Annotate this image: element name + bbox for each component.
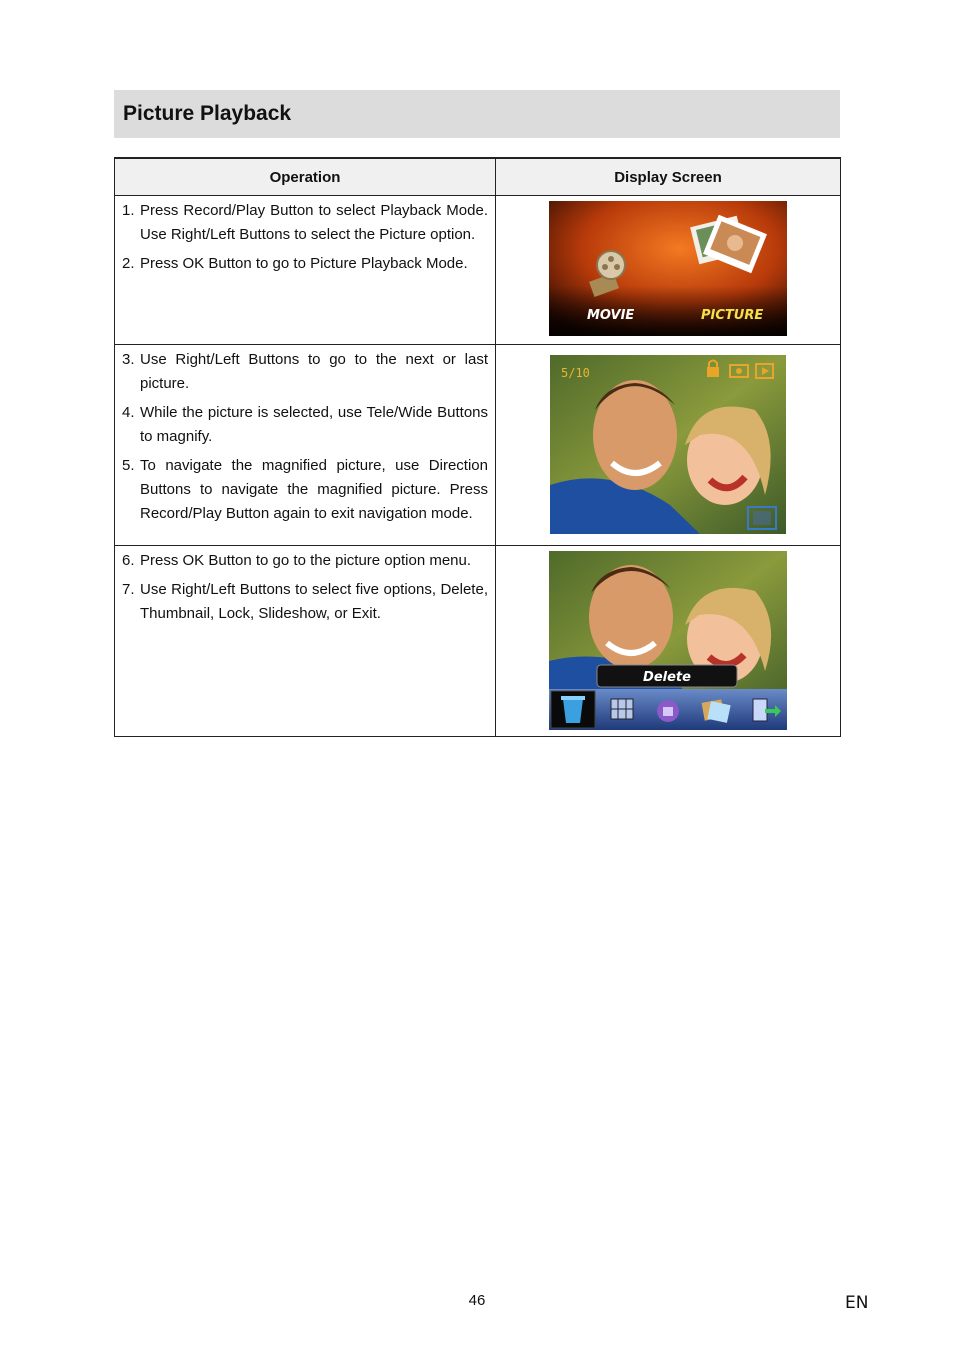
thumbnail-icon bbox=[611, 699, 633, 719]
table-row bbox=[115, 546, 841, 737]
menu-option-label: Delete bbox=[643, 670, 691, 685]
step-item: 4. While the picture is selected, use Tele/Wide Buttons to magnify. bbox=[122, 404, 488, 445]
picture-view-screen bbox=[550, 355, 786, 534]
operation-cell bbox=[115, 196, 496, 345]
step-item: 6. Press OK Button to go to the picture option menu. bbox=[122, 552, 472, 569]
section-header bbox=[114, 90, 840, 138]
operation-cell bbox=[115, 345, 496, 546]
trash-icon bbox=[551, 691, 595, 728]
step-item: 3. Use Right/Left Buttons to go to the next or last picture. bbox=[122, 351, 488, 392]
lock-icon bbox=[657, 700, 679, 722]
movie-label: MOVIE bbox=[587, 308, 635, 323]
language-code: EN bbox=[845, 1293, 869, 1313]
operation-cell bbox=[115, 546, 496, 737]
header-operation: Operation bbox=[115, 158, 496, 196]
operation-table bbox=[114, 157, 841, 737]
playback-mode-screen bbox=[549, 201, 787, 336]
table-row bbox=[115, 196, 841, 345]
picture-option-menu-screen bbox=[549, 551, 787, 730]
table-row bbox=[115, 345, 841, 546]
display-cell bbox=[496, 345, 841, 546]
step-item: 2. Press OK Button to go to Picture Playback Mode. bbox=[122, 255, 468, 272]
page-number: 46 bbox=[468, 1292, 486, 1309]
step-item: 1. Press Record/Play Button to select Playback Mode. Use Right/Left Buttons to select the Picture option. bbox=[122, 202, 488, 243]
display-cell bbox=[496, 546, 841, 737]
display-cell bbox=[496, 196, 841, 345]
header-display-screen: Display Screen bbox=[496, 158, 841, 196]
step-item: 5. To navigate the magnified picture, use Direction Buttons to navigate the magnified picture. Press Record/Play Button again to exit navigation mode. bbox=[122, 457, 488, 522]
section-title: Picture Playback bbox=[123, 102, 292, 125]
picture-counter: 5/10 bbox=[561, 366, 590, 380]
step-item: 7. Use Right/Left Buttons to select five options, Delete, Thumbnail, Lock, Slideshow, or Exit. bbox=[122, 581, 488, 622]
picture-label: PICTURE bbox=[701, 308, 764, 323]
